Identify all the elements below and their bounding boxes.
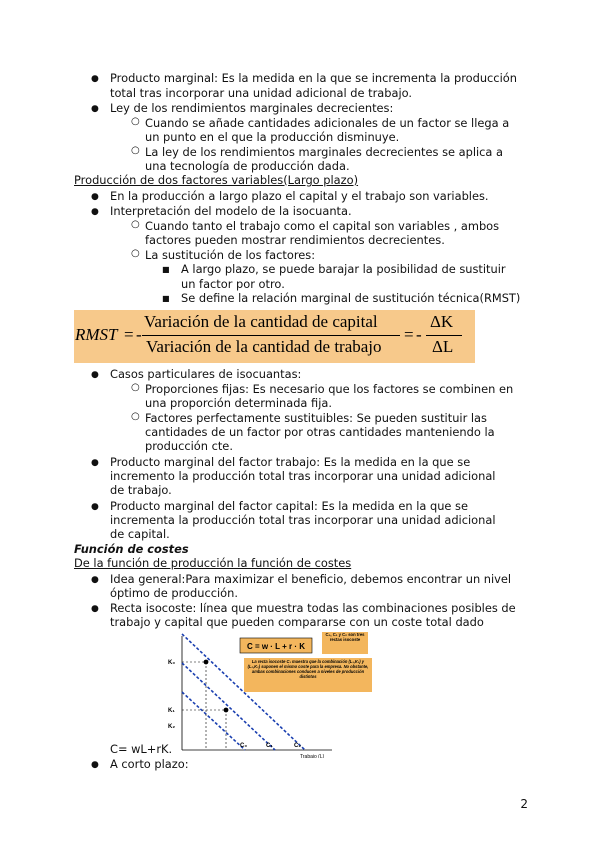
text-line: cantidades de un factor por otras cantidades manteniendo la <box>145 425 495 439</box>
label-k2: K₂ <box>168 724 175 730</box>
note-text: La recta isocoste C₁ muestra que la combinación (L₁,K₁) y (L₂,K₂) suponen el mismo coste para la empresa. No obstante, ambas combinaciones conducen a niveles de producción distintos <box>247 659 369 680</box>
text-line: trabajo y capital que pueden compararse con un coste total dado <box>110 615 484 629</box>
bullet-dot: ● <box>91 604 99 614</box>
text-line: un punto en el que la producción disminuye. <box>145 130 400 144</box>
formula-dl: ΔL <box>432 337 454 356</box>
bullet-dot: ● <box>91 502 99 512</box>
formula-numerator: Variación de la cantidad de capital <box>144 312 378 331</box>
text-line: Idea general:Para maximizar el beneficio, debemos encontrar un nivel <box>110 572 512 586</box>
formula-dk: ΔK <box>430 312 454 331</box>
x-axis-label: Trabajo (L) <box>300 754 325 758</box>
label-c2: C₂ <box>294 743 301 749</box>
text-line: Proporciones fijas: Es necesario que los factores se combinen en <box>145 382 514 396</box>
point-b <box>224 708 229 713</box>
section-heading: Producción de dos factores variables(Largo plazo) <box>74 173 359 187</box>
bullet-dot: ● <box>91 370 99 380</box>
legend-text: C₀, C₁ y C₂ son tres rectas isocoste <box>325 632 365 642</box>
section-heading-bold: Función de costes <box>74 542 189 556</box>
text-line: Cuando tanto el trabajo como el capital son variables , ambos <box>145 219 500 233</box>
formula-equals-2: = <box>404 325 414 344</box>
text-line: Se define la relación marginal de sustitución técnica(RMST) <box>181 291 521 305</box>
bullet-dot: ● <box>91 104 99 114</box>
rmst-formula <box>74 310 475 363</box>
bullet-dot: ● <box>91 458 99 468</box>
text-line: una proporción determinada fija. <box>145 396 332 410</box>
text-line: de capital. <box>110 527 170 541</box>
bullet-square: ■ <box>162 265 170 274</box>
text-line: Factores perfectamente sustituibles: Se pueden sustituir las <box>145 411 487 425</box>
text-line: de trabajo. <box>110 483 172 497</box>
formula-minus-2: - <box>416 325 422 344</box>
bullet-circle: ○ <box>131 382 140 393</box>
text-line: Cuando se añade cantidades adicionales de un factor se llega a <box>145 116 510 130</box>
section-heading: De la función de producción la función de costes <box>74 556 352 570</box>
bullet-dot: ● <box>91 207 99 217</box>
text-line: óptimo de producción. <box>110 586 238 600</box>
text-line: Recta isocoste: línea que muestra todas las combinaciones posibles de <box>110 601 516 615</box>
bullet-circle: ○ <box>131 145 140 156</box>
text-line: C= wL+rK. <box>110 742 173 756</box>
text-line: una tecnología de producción dada. <box>145 159 350 173</box>
legend-text-holder <box>323 632 367 654</box>
bullet-circle: ○ <box>131 219 140 230</box>
formula-denominator: Variación de la cantidad de trabajo <box>146 337 382 356</box>
bullet-dot: ● <box>91 192 99 202</box>
text-line: Producto marginal del factor capital: Es la medida en la que se <box>110 499 468 513</box>
text-line: incrementa la producción total tras incorporar una unidad adicional <box>110 513 496 527</box>
bullet-dot: ● <box>91 74 99 84</box>
bullet-circle: ○ <box>131 411 140 422</box>
text-line: Producto marginal del factor trabajo: Es la medida en la que se <box>110 455 471 469</box>
text-line: La ley de los rendimientos marginales decrecientes se aplica a <box>145 145 504 159</box>
text-line: producción cte. <box>145 439 233 453</box>
text-line: A largo plazo, se puede barajar la posibilidad de sustituir <box>181 262 506 276</box>
text-line: En la producción a largo plazo el capital y el trabajo son variables. <box>110 189 489 203</box>
text-line: Ley de los rendimientos marginales decrecientes: <box>110 101 394 115</box>
bullet-dot: ● <box>91 760 99 770</box>
formula-equals: = <box>124 325 134 344</box>
text-line: Producto marginal: Es la medida en la que se incrementa la producción <box>110 71 517 85</box>
bullet-circle: ○ <box>131 248 140 259</box>
note-text-holder <box>246 659 370 691</box>
bullet-dot: ● <box>91 575 99 585</box>
label-c0: C₀ <box>240 743 248 749</box>
text-line: A corto plazo: <box>110 757 189 771</box>
formula-minus: - <box>136 325 142 344</box>
page-number: 2 <box>520 797 528 811</box>
isocost-figure <box>160 628 380 758</box>
text-line: La sustitución de los factores: <box>145 248 316 262</box>
label-c1: C₁ <box>266 743 273 749</box>
equation-text: C = w · L + r · K <box>246 642 306 651</box>
text-line: total tras incorporar una unidad adicional de trabajo. <box>110 86 413 100</box>
text-line: factores pueden mostrar rendimientos decrecientes. <box>145 233 445 247</box>
text-line: un factor por otro. <box>181 277 285 291</box>
label-k1: K₁ <box>168 708 175 714</box>
bullet-square: ■ <box>162 294 170 303</box>
text-line: Casos particulares de isocuantas: <box>110 367 302 381</box>
text-line: incremento la producción total tras incorporar una unidad adicional <box>110 469 496 483</box>
text-line: Interpretación del modelo de la isocuanta. <box>110 204 352 218</box>
label-k0: K₀ <box>168 660 176 666</box>
point-a <box>204 660 209 665</box>
formula-lhs: RMST <box>75 325 118 344</box>
isocost-line-c0 <box>182 692 248 750</box>
bullet-circle: ○ <box>131 116 140 127</box>
